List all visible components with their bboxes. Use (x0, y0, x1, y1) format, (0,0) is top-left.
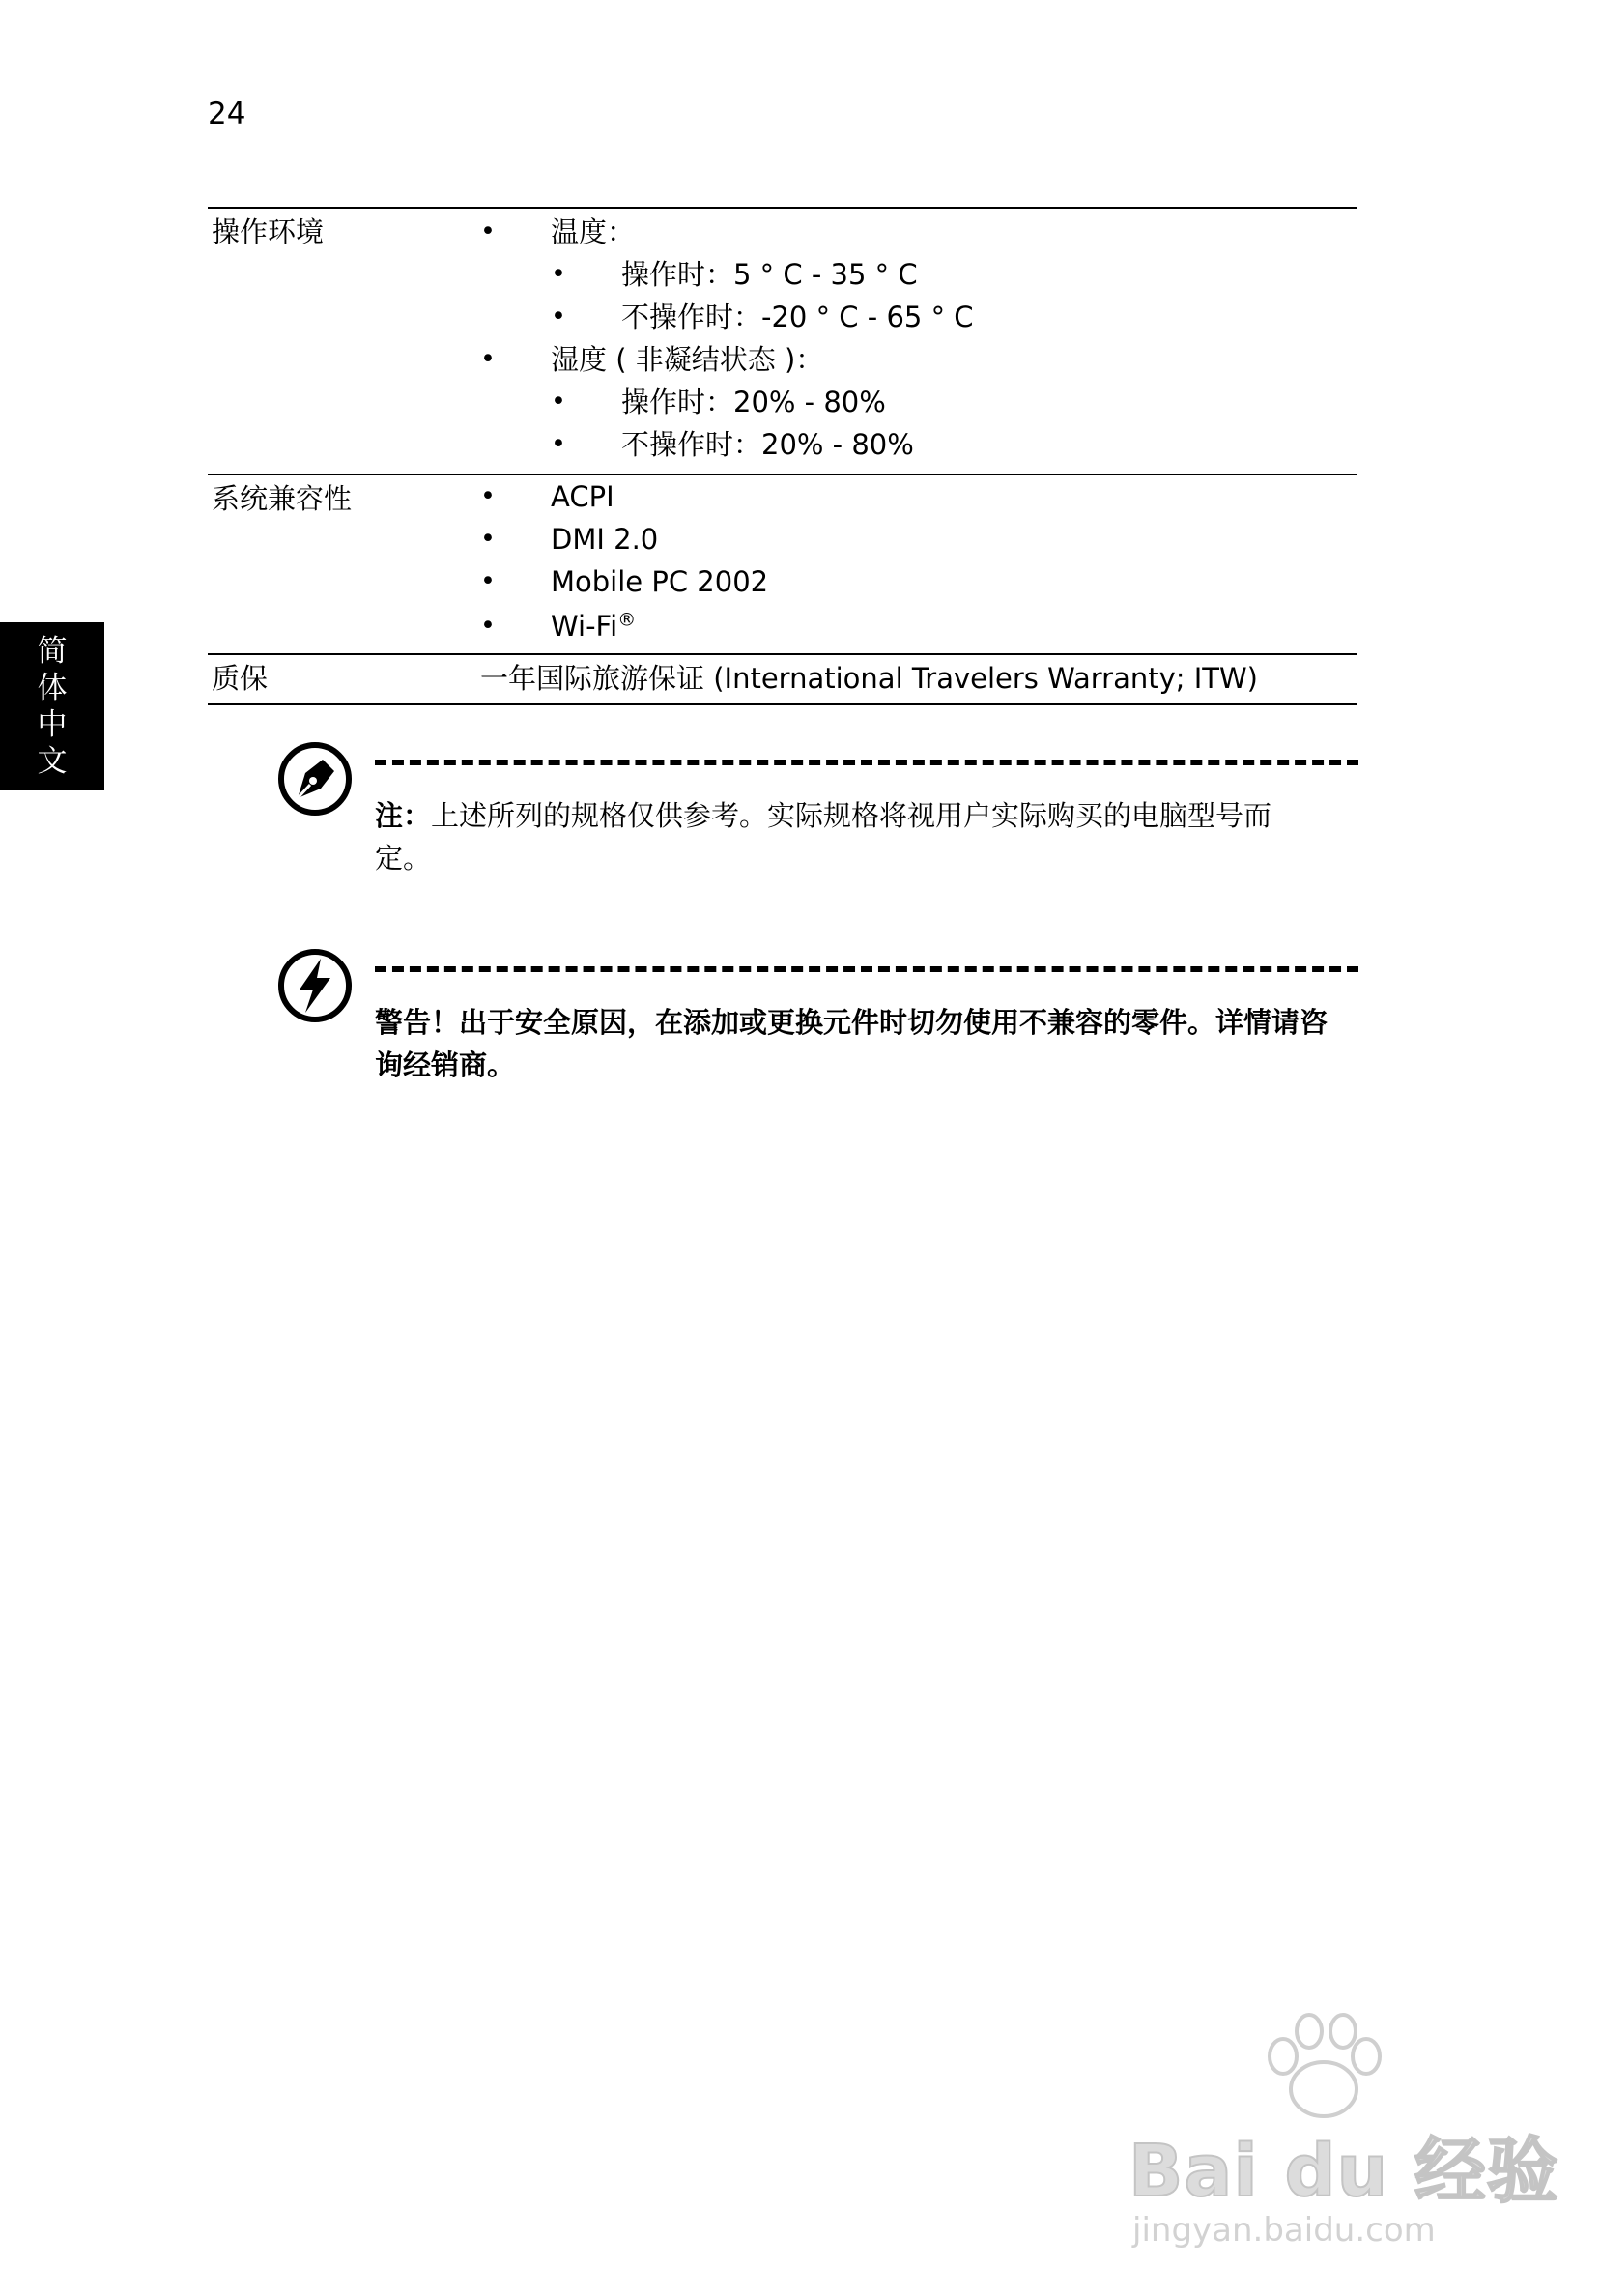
compat-item-wifi (551, 605, 636, 647)
baidu-watermark (1111, 2010, 1559, 2271)
bullet: • (551, 429, 566, 459)
side-tab-char: 文 (37, 744, 68, 779)
temperature-heading: 温度： (551, 215, 636, 248)
warning-divider (375, 966, 1358, 972)
paw-icon (1256, 2010, 1391, 2126)
page-number: 24 (208, 97, 246, 131)
bullet: • (551, 259, 566, 289)
spec-label: 系统兼容性 (212, 482, 353, 515)
lightning-warning-icon (276, 947, 354, 1024)
warning-text: 警告！出于安全原因，在添加或更换元件时切勿使用不兼容的零件。详情请咨询经销商。 (375, 1006, 1329, 1081)
note-divider (375, 760, 1358, 765)
note-block (276, 740, 1358, 904)
watermark-logo: Bai du 经验 (1129, 2130, 1559, 2213)
compat-item: ACPI (551, 480, 614, 513)
spec-row-compatibility (208, 474, 1357, 653)
spec-row-environment (208, 207, 1357, 474)
spec-table (208, 207, 1357, 705)
bullet: • (551, 301, 566, 331)
warning-block (276, 947, 1358, 1111)
bullet: • (480, 611, 496, 641)
temp-non-operating: 不操作时：-20 ° C - 65 ° C (621, 301, 974, 333)
note-prefix: 注： (375, 799, 432, 832)
bullet: • (480, 216, 496, 246)
side-tab-char: 中 (37, 707, 68, 742)
bullet: • (480, 481, 496, 511)
humidity-non-operating: 不操作时：20% - 80% (621, 428, 914, 461)
spec-label: 质保 (212, 662, 269, 695)
humidity-operating: 操作时：20% - 80% (621, 386, 886, 418)
registered-mark: ® (617, 609, 637, 631)
pen-note-icon (276, 740, 354, 818)
spec-row-warranty (208, 653, 1357, 705)
wifi-label: Wi-Fi (551, 610, 618, 643)
bullet: • (480, 524, 496, 554)
temp-operating: 操作时：5 ° C - 35 ° C (621, 258, 918, 291)
humidity-heading: 湿度 ( 非凝结状态 )： (551, 343, 824, 376)
bullet: • (480, 566, 496, 596)
spec-label: 操作环境 (212, 215, 325, 248)
bullet: • (480, 344, 496, 374)
compat-item: Mobile PC 2002 (551, 565, 769, 598)
side-tab-char: 体 (37, 671, 68, 705)
bullet: • (551, 387, 566, 416)
compat-item: DMI 2.0 (551, 523, 659, 556)
watermark-site: jingyan.baidu.com (1132, 2211, 1436, 2250)
note-text (375, 794, 1322, 879)
side-tab-char: 简 (37, 634, 68, 669)
language-side-tab (0, 622, 104, 790)
warranty-value: 一年国际旅游保证 (International Travelers Warranty; ITW) (480, 662, 1258, 695)
note-body: 上述所列的规格仅供参考。实际规格将视用户实际购买的电脑型号而定。 (375, 799, 1272, 875)
